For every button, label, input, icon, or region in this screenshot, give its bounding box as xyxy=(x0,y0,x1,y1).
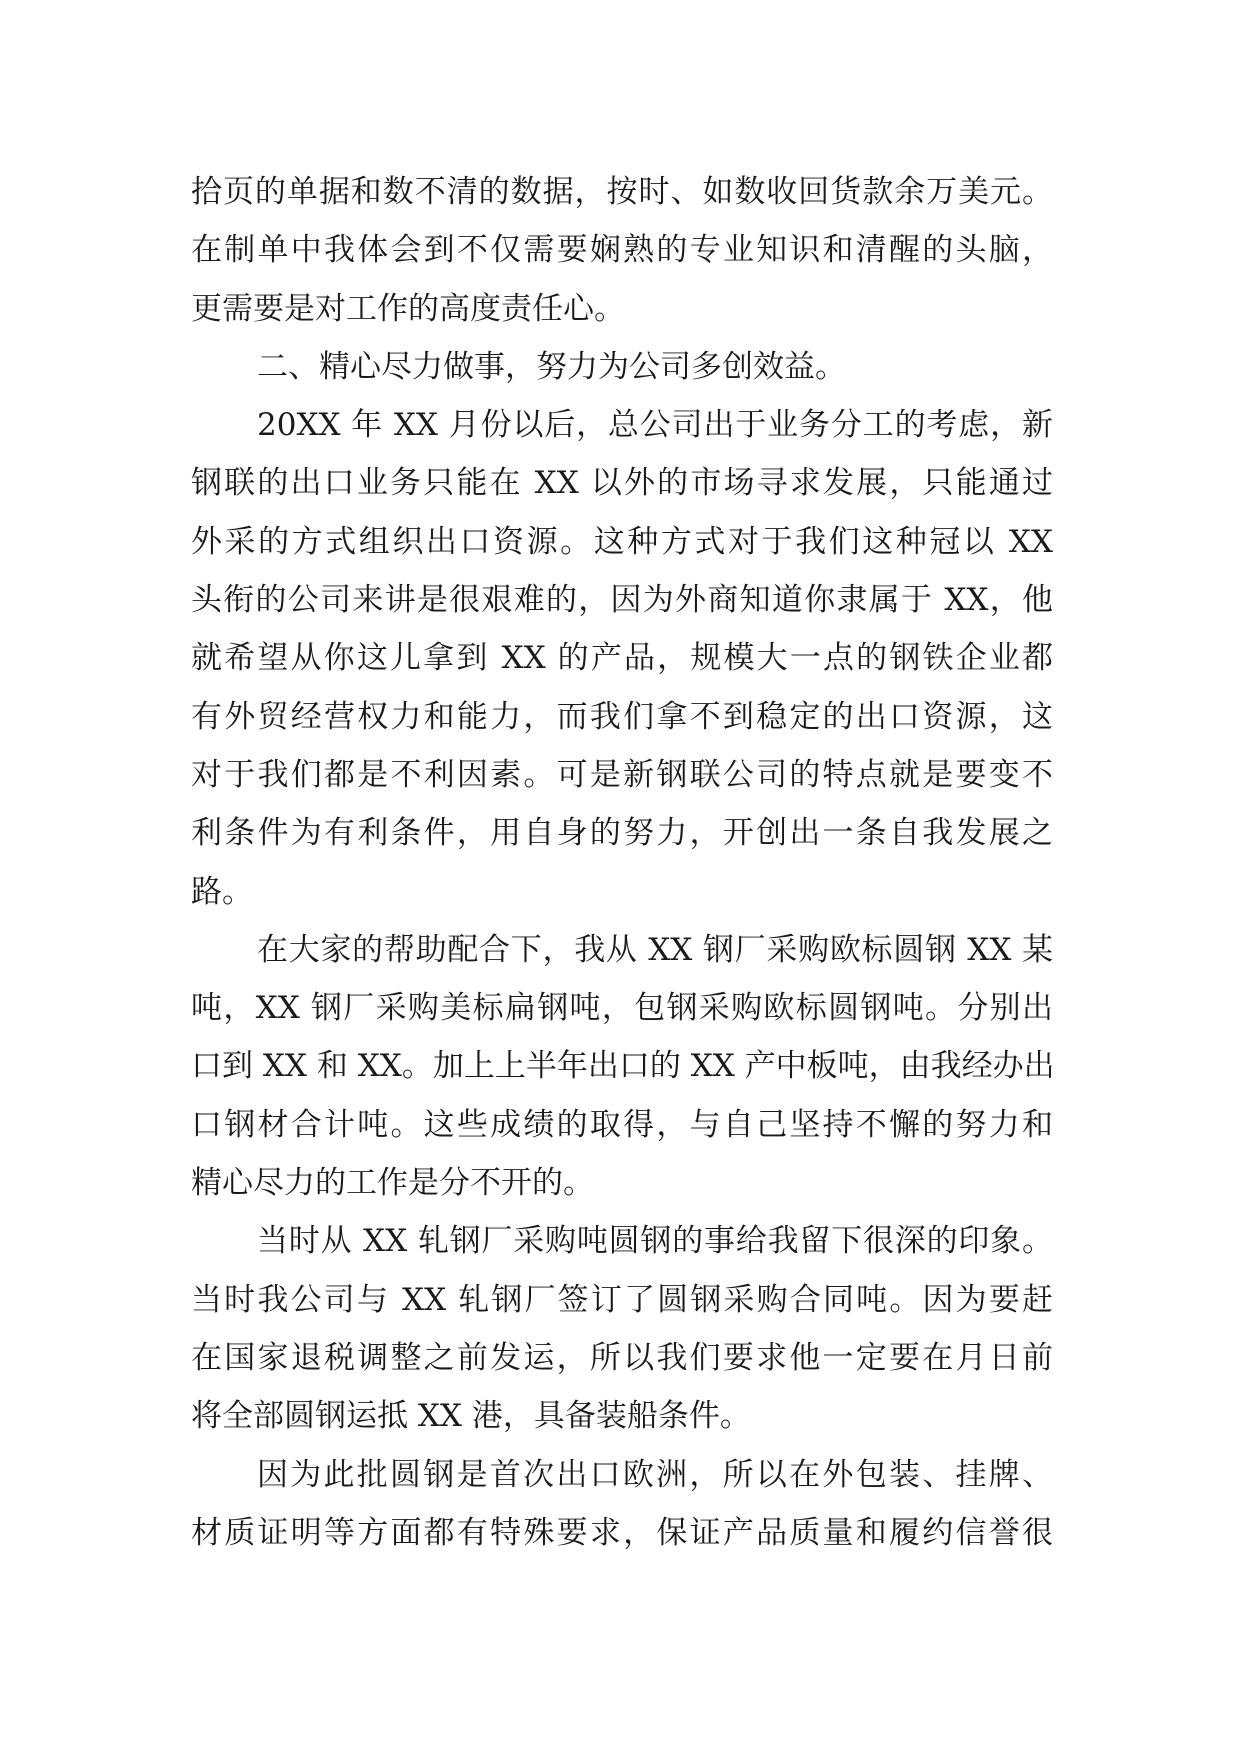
text-line: 更需要是对工作的高度责任心。 xyxy=(191,290,625,327)
text-line: 利条件为有利条件，用自身的努力，开创出一条自我发展之 xyxy=(191,815,1053,852)
text-line: 拾页的单据和数不清的数据，按时、如数收回货款余万美元。 xyxy=(191,174,1053,210)
text-line: 吨，XX 钢厂采购美标扁钢吨，包钢采购欧标圆钢吨。分别出 xyxy=(191,990,1053,1027)
section-heading: 二、精心尽力做事，努力为公司多创效益。 xyxy=(257,348,846,385)
text-line: 就希望从你这儿拿到 XX 的产品，规模大一点的钢铁企业都 xyxy=(191,640,1053,677)
text-line: 在制单中我体会到不仅需要娴熟的专业知识和清醒的头脑， xyxy=(191,232,1053,269)
text-line: 路。 xyxy=(191,873,253,910)
text-line: 对于我们都是不利因素。可是新钢联公司的特点就是要变不 xyxy=(191,756,1053,793)
text-line: 将全部圆钢运抵 XX 港，具备装船条件。 xyxy=(191,1398,751,1435)
text-line: 外采的方式组织出口资源。这种方式对于我们这种冠以 XX xyxy=(191,523,1053,560)
text-line: 当时我公司与 XX 轧钢厂签订了圆钢采购合同吨。因为要赶 xyxy=(191,1281,1053,1318)
text-line: 有外贸经营权力和能力，而我们拿不到稳定的出口资源，这 xyxy=(191,698,1053,735)
text-line: 在国家退税调整之前发运，所以我们要求他一定要在月日前 xyxy=(191,1339,1053,1376)
body-text xyxy=(191,163,1053,1562)
text-line: 头衔的公司来讲是很艰难的，因为外商知道你隶属于 XX，他 xyxy=(191,582,1053,619)
text-line: 在大家的帮助配合下，我从 XX 钢厂采购欧标圆钢 XX 某 xyxy=(257,931,1053,968)
text-line: 口钢材合计吨。这些成绩的取得，与自己坚持不懈的努力和 xyxy=(191,1106,1053,1143)
text-line: 因为此批圆钢是首次出口欧洲，所以在外包装、挂牌、 xyxy=(257,1456,1053,1493)
text-line: 20XX 年 XX 月份以后，总公司出于业务分工的考虑，新 xyxy=(257,407,1053,444)
text-line: 材质证明等方面都有特殊要求，保证产品质量和履约信誉很 xyxy=(191,1514,1053,1551)
text-line: 当时从 XX 轧钢厂采购吨圆钢的事给我留下很深的印象。 xyxy=(257,1223,1053,1260)
text-line: 口到 XX 和 XX。加上上半年出口的 XX 产中板吨，由我经办出 xyxy=(191,1048,1055,1085)
text-line: 钢联的出口业务只能在 XX 以外的市场寻求发展，只能通过 xyxy=(191,465,1053,502)
text-line: 精心尽力的工作是分不开的。 xyxy=(191,1165,594,1202)
